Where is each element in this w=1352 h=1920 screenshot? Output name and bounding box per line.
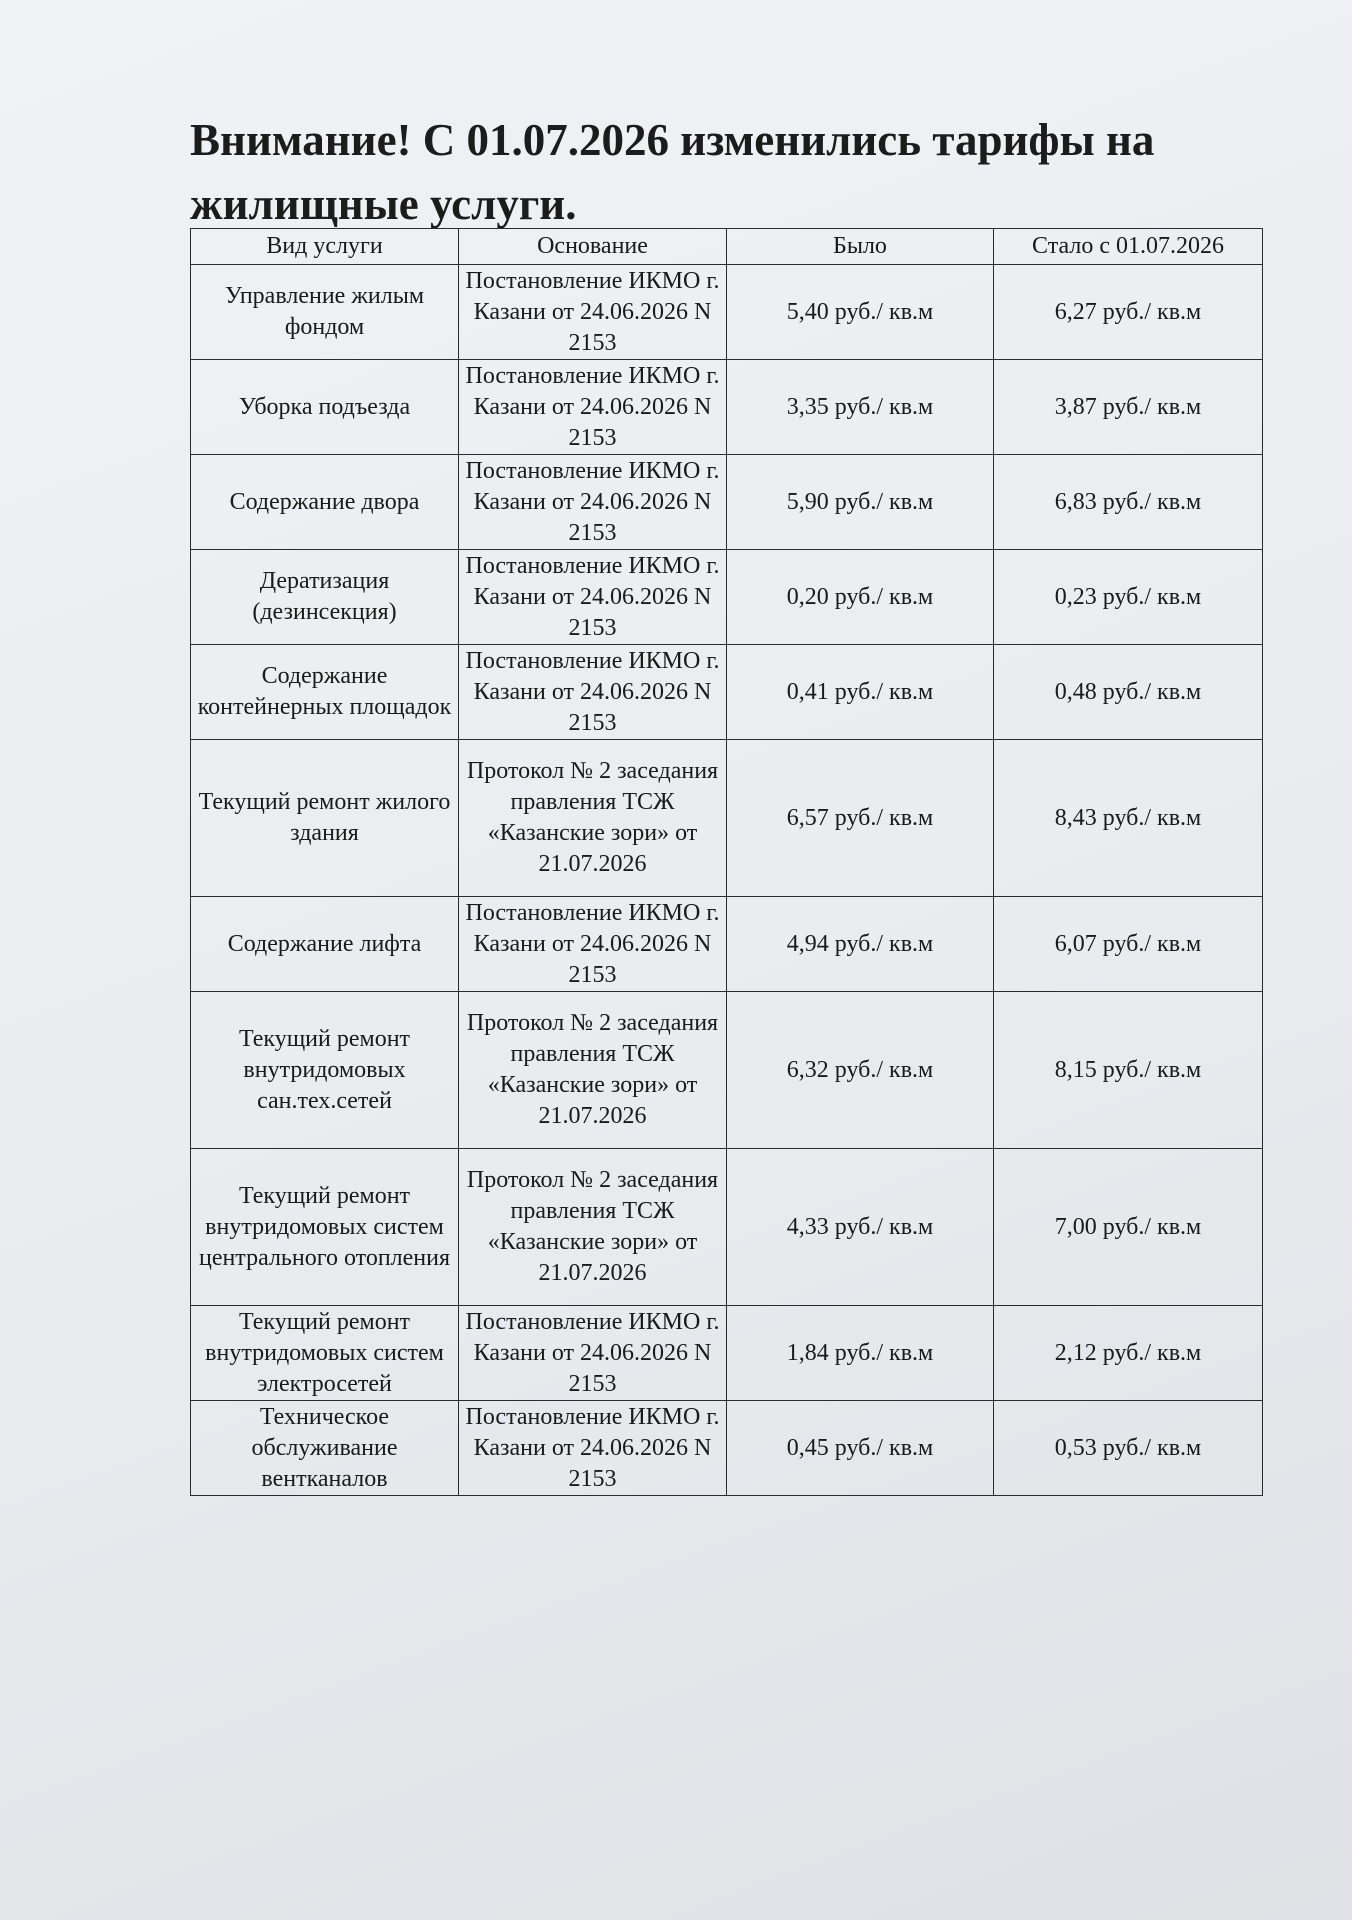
cell-basis: Протокол № 2 заседания правления ТСЖ «Казанские зори» от 21.07.2026 — [459, 992, 727, 1149]
table-row — [191, 992, 1263, 1149]
column-header-service: Вид услуги — [191, 229, 459, 265]
cell-old: 4,94 руб./ кв.м — [727, 897, 994, 992]
notice-heading — [190, 108, 1260, 236]
cell-basis: Протокол № 2 заседания правления ТСЖ «Казанские зори» от 21.07.2026 — [459, 1149, 727, 1306]
cell-old: 0,41 руб./ кв.м — [727, 645, 994, 740]
cell-service: Текущий ремонт жилого здания — [191, 740, 459, 897]
cell-service: Управление жилым фондом — [191, 265, 459, 360]
cell-service: Дератизация (дезинсекция) — [191, 550, 459, 645]
cell-old: 5,90 руб./ кв.м — [727, 455, 994, 550]
table-header-row — [191, 229, 1263, 265]
cell-old: 6,32 руб./ кв.м — [727, 992, 994, 1149]
cell-service: Текущий ремонт внутридомовых систем центрального отопления — [191, 1149, 459, 1306]
cell-service: Техническое обслуживание вентканалов — [191, 1401, 459, 1496]
cell-new: 2,12 руб./ кв.м — [994, 1306, 1263, 1401]
cell-new: 0,48 руб./ кв.м — [994, 645, 1263, 740]
cell-new: 3,87 руб./ кв.м — [994, 360, 1263, 455]
cell-old: 3,35 руб./ кв.м — [727, 360, 994, 455]
table-row — [191, 897, 1263, 992]
table-row — [191, 1306, 1263, 1401]
tariff-table — [190, 228, 1263, 1496]
cell-basis: Постановление ИКМО г. Казани от 24.06.2026 N 2153 — [459, 550, 727, 645]
cell-old: 5,40 руб./ кв.м — [727, 265, 994, 360]
cell-service: Содержание лифта — [191, 897, 459, 992]
table-row — [191, 455, 1263, 550]
cell-new: 6,27 руб./ кв.м — [994, 265, 1263, 360]
notice-heading-line2: жилищные услуги. — [190, 179, 577, 229]
table-row — [191, 740, 1263, 897]
column-header-old: Было — [727, 229, 994, 265]
cell-new: 0,53 руб./ кв.м — [994, 1401, 1263, 1496]
table-row — [191, 550, 1263, 645]
cell-old: 6,57 руб./ кв.м — [727, 740, 994, 897]
cell-old: 4,33 руб./ кв.м — [727, 1149, 994, 1306]
cell-basis: Постановление ИКМО г. Казани от 24.06.2026 N 2153 — [459, 455, 727, 550]
cell-new: 7,00 руб./ кв.м — [994, 1149, 1263, 1306]
cell-service: Текущий ремонт внутридомовых сан.тех.сетей — [191, 992, 459, 1149]
cell-new: 8,15 руб./ кв.м — [994, 992, 1263, 1149]
cell-new: 6,07 руб./ кв.м — [994, 897, 1263, 992]
cell-old: 1,84 руб./ кв.м — [727, 1306, 994, 1401]
cell-basis: Постановление ИКМО г. Казани от 24.06.2026 N 2153 — [459, 360, 727, 455]
cell-basis: Постановление ИКМО г. Казани от 24.06.2026 N 2153 — [459, 897, 727, 992]
cell-basis: Постановление ИКМО г. Казани от 24.06.2026 N 2153 — [459, 265, 727, 360]
cell-old: 0,20 руб./ кв.м — [727, 550, 994, 645]
cell-service: Содержание контейнерных площадок — [191, 645, 459, 740]
cell-service: Уборка подъезда — [191, 360, 459, 455]
cell-new: 6,83 руб./ кв.м — [994, 455, 1263, 550]
cell-service: Текущий ремонт внутридомовых систем электросетей — [191, 1306, 459, 1401]
table-row — [191, 1149, 1263, 1306]
table-row — [191, 645, 1263, 740]
column-header-basis: Основание — [459, 229, 727, 265]
table-row — [191, 360, 1263, 455]
table-row — [191, 265, 1263, 360]
cell-basis: Постановление ИКМО г. Казани от 24.06.2026 N 2153 — [459, 645, 727, 740]
cell-basis: Постановление ИКМО г. Казани от 24.06.2026 N 2153 — [459, 1306, 727, 1401]
table-row — [191, 1401, 1263, 1496]
notice-heading-line1: Внимание! С 01.07.2026 изменились тарифы на — [190, 115, 1155, 165]
cell-service: Содержание двора — [191, 455, 459, 550]
cell-old: 0,45 руб./ кв.м — [727, 1401, 994, 1496]
column-header-new: Стало с 01.07.2026 — [994, 229, 1263, 265]
cell-basis: Постановление ИКМО г. Казани от 24.06.2026 N 2153 — [459, 1401, 727, 1496]
cell-new: 0,23 руб./ кв.м — [994, 550, 1263, 645]
cell-basis: Протокол № 2 заседания правления ТСЖ «Казанские зори» от 21.07.2026 — [459, 740, 727, 897]
cell-new: 8,43 руб./ кв.м — [994, 740, 1263, 897]
